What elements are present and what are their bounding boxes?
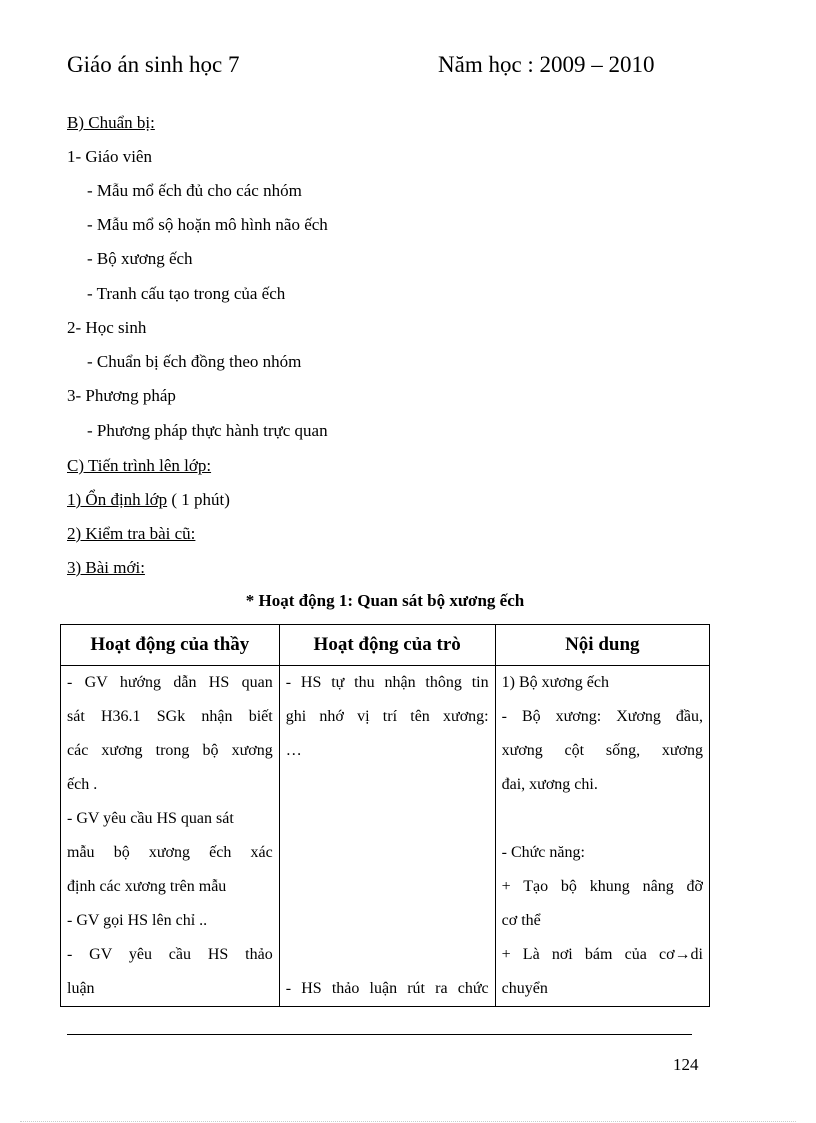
- process-step-3: 3) Bài mới:: [67, 558, 145, 577]
- cell-line: sát H36.1 SGk nhận biết: [67, 708, 273, 725]
- step1-note: ( 1 phút): [167, 490, 230, 509]
- table-row: [61, 666, 710, 1007]
- cell-line: đai, xương chi.: [501, 776, 598, 793]
- cell-line: chuyển: [501, 980, 548, 997]
- header-student: Hoạt động của trò: [279, 625, 495, 666]
- cell-line: định các xương trên mẫu: [67, 878, 227, 895]
- step1-label: 1) Ổn định lớp: [67, 490, 168, 509]
- cell-line: + Là nơi bám của cơ→di: [501, 946, 703, 963]
- activity-table: [60, 624, 710, 1007]
- cell-line: xương cột sống, xương: [501, 742, 703, 759]
- teacher-item: - Bộ xương ếch: [87, 249, 193, 268]
- cell-line: - GV yêu cầu HS quan sát: [67, 810, 234, 827]
- cell-line: ếch .: [67, 776, 98, 793]
- prep-method-heading: 3- Phương pháp: [67, 386, 176, 405]
- cell-line: - GV gọi HS lên chỉ ..: [67, 912, 208, 929]
- student-column: [279, 666, 495, 1007]
- section-prep-heading: B) Chuẩn bị:: [67, 113, 155, 132]
- teacher-column: [61, 666, 280, 1007]
- cell-line: luận: [67, 980, 95, 997]
- cell-line: - Chức năng:: [501, 844, 585, 861]
- cell-line: + Tạo bộ khung nâng đỡ: [501, 878, 703, 895]
- cell-line: mẫu bộ xương ếch xác: [67, 844, 273, 861]
- cell-line: 1) Bộ xương ếch: [501, 674, 609, 691]
- activity-title: * Hoạt động 1: Quan sát bộ xương ếch: [245, 591, 525, 610]
- cell-line: [502, 802, 703, 836]
- cell-line: - Bộ xương: Xương đầu,: [501, 708, 703, 725]
- header-teacher: Hoạt động của thầy: [61, 625, 280, 666]
- prep-student-heading: 2- Học sinh: [67, 318, 147, 337]
- cell-line: [286, 938, 489, 972]
- cell-line: - HS thảo luận rút ra chức: [285, 980, 489, 997]
- section-process-heading: C) Tiến trình lên lớp:: [67, 456, 212, 475]
- cell-line: - GV hướng dẫn HS quan: [67, 674, 273, 691]
- method-item: - Phương pháp thực hành trực quan: [87, 421, 328, 440]
- teacher-item: - Mẫu mổ sộ hoặn mô hình não ếch: [87, 215, 328, 234]
- student-item: - Chuẩn bị ếch đồng theo nhóm: [87, 352, 302, 371]
- process-step-1: [67, 490, 230, 510]
- cell-line: [286, 802, 489, 836]
- cell-line: ghi nhớ vị trí tên xương:: [285, 708, 489, 725]
- document-header-year: Năm học : 2009 – 2010: [438, 52, 655, 77]
- teacher-item: - Mẫu mổ ếch đủ cho các nhóm: [87, 181, 302, 200]
- footer-divider: [67, 1034, 692, 1035]
- cell-line: [286, 836, 489, 870]
- content-column: [495, 666, 709, 1007]
- page-bottom-edge: [20, 1121, 796, 1122]
- cell-line: [286, 904, 489, 938]
- document-header-subject: Giáo án sinh học 7: [67, 52, 240, 77]
- cell-line: - GV yêu cầu HS thảo: [67, 946, 273, 963]
- header-content: Nội dung: [495, 625, 709, 666]
- cell-line: cơ thể: [501, 912, 541, 929]
- cell-line: …: [285, 742, 302, 759]
- teacher-item: - Tranh cấu tạo trong của ếch: [87, 284, 286, 303]
- cell-line: các xương trong bộ xương: [67, 742, 273, 759]
- prep-teacher-heading: 1- Giáo viên: [67, 147, 152, 166]
- page-number: 124: [673, 1055, 699, 1074]
- cell-line: - HS tự thu nhận thông tin: [285, 674, 489, 691]
- process-step-2: 2) Kiểm tra bài cũ:: [67, 524, 196, 543]
- cell-line: [286, 870, 489, 904]
- cell-line: [286, 768, 489, 802]
